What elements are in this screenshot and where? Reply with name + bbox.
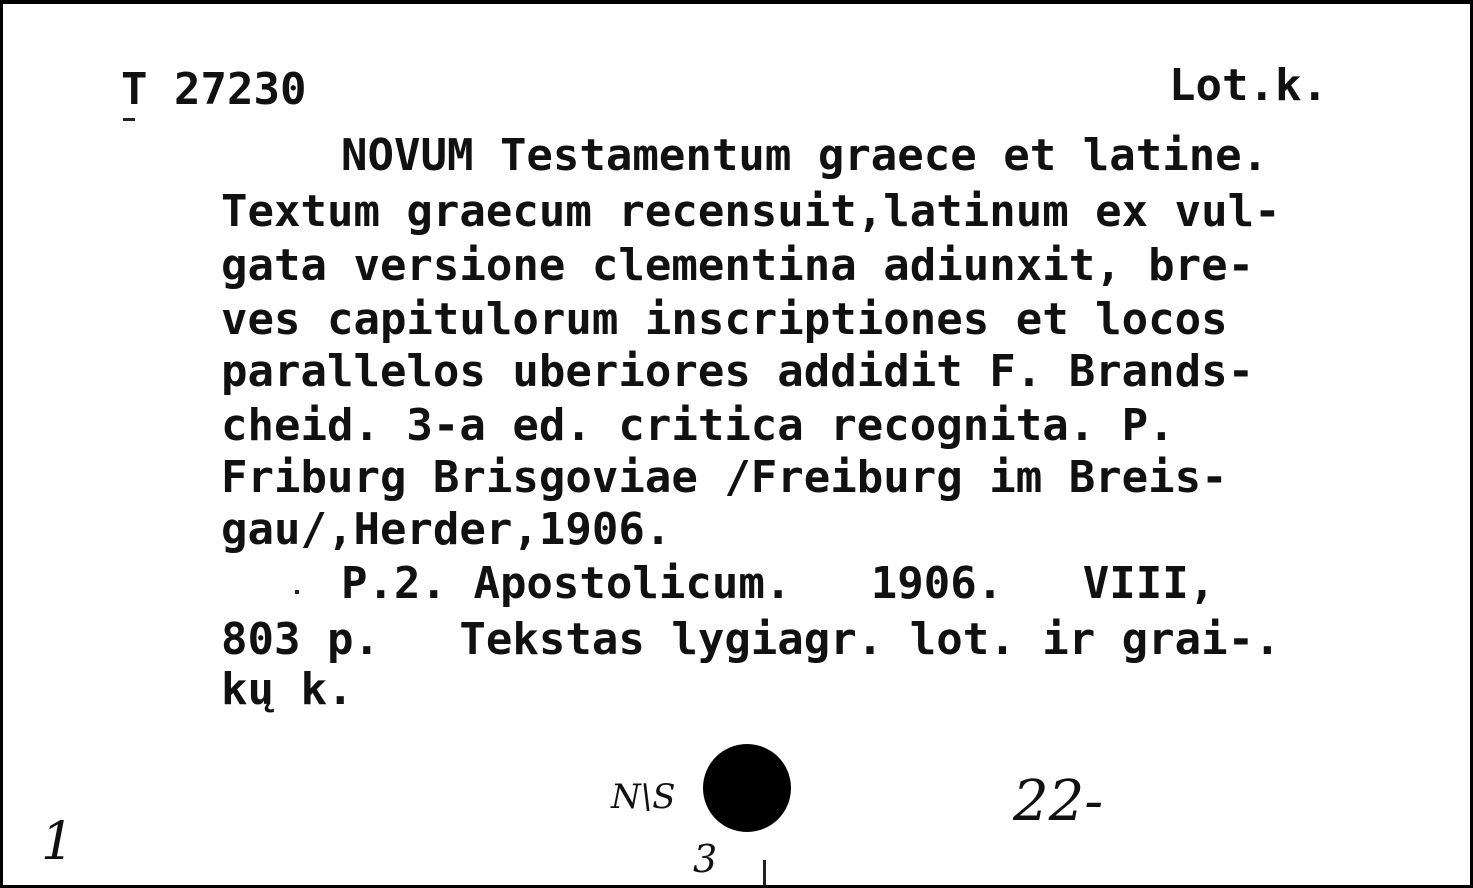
small-dot-mark (295, 590, 299, 594)
description-line-3: gata versione clementina adiunxit, bre- (221, 240, 1255, 291)
handwritten-price: 22- (1013, 769, 1104, 834)
description-line-6: cheid. 3-a ed. critica recognita. P. (221, 400, 1175, 451)
description-line-8: gau/,Herder,1906. (221, 504, 672, 555)
description-line-7: Friburg Brisgoviae /Freiburg im Breis- (221, 452, 1228, 503)
part-line: P.2. Apostolicum. 1906. VIII, (341, 558, 1216, 609)
handwritten-ns-mark: N\S (611, 777, 676, 817)
description-line-2: Textum graecum recensuit,latinum ex vul- (221, 186, 1281, 237)
description-line-5: parallelos uberiores addidit F. Brands- (221, 346, 1255, 397)
pages-line: 803 p. Tekstas lygiagr. lot. ir grai-. (221, 614, 1281, 665)
location-code: Lot.k. (1169, 60, 1328, 111)
small-dash-mark (123, 118, 135, 121)
pages-line-cont: kų k. (221, 664, 354, 715)
handwritten-left-number: 1 (41, 812, 75, 872)
description-line-1: NOVUM Testamentum graece et latine. (341, 130, 1269, 181)
filled-circle-mark (703, 744, 791, 832)
call-number: T 27230 (121, 64, 307, 115)
description-line-4: ves capitulorum inscriptiones et locos (221, 294, 1228, 345)
handwritten-ns-sub: 3 (693, 837, 718, 881)
bottom-tick-mark (763, 860, 766, 886)
